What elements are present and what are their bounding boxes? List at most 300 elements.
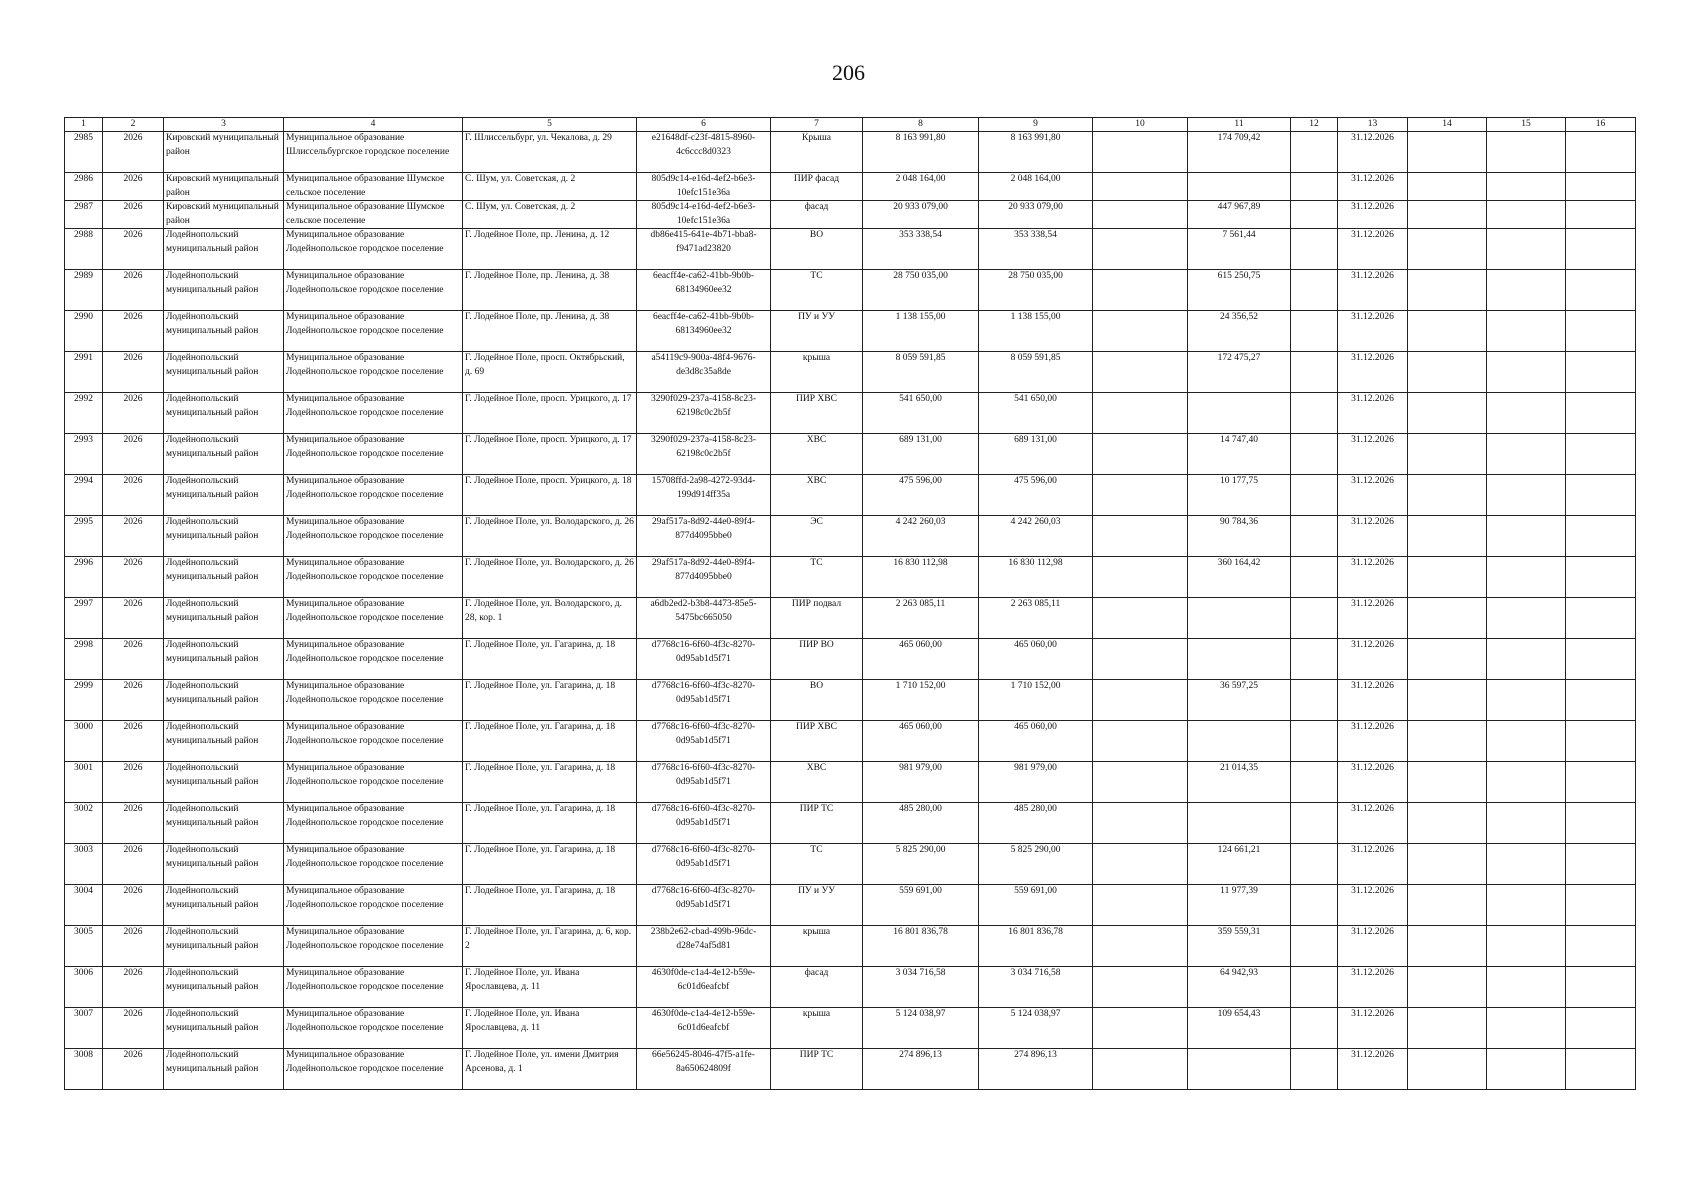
cell-house-guid: 805d9c14-e16d-4ef2-b6e3-10efc151e36a	[637, 201, 771, 229]
cell-completion-date: 31.12.2026	[1338, 475, 1408, 516]
cell-house-guid: d7768c16-6f60-4f3c-8270-0d95ab1d5f71	[637, 844, 771, 885]
cell-year: 2026	[103, 311, 164, 352]
cell-col-14	[1408, 926, 1487, 967]
cell-col-14	[1408, 393, 1487, 434]
cell-house-guid: d7768c16-6f60-4f3c-8270-0d95ab1d5f71	[637, 680, 771, 721]
cell-cost-total: 4 242 260,03	[863, 516, 979, 557]
cell-address: Г. Лодейное Поле, пр. Ленина, д. 38	[463, 311, 637, 352]
cell-district: Лодейнопольский муниципальный район	[164, 229, 284, 270]
cell-cost-fund: 981 979,00	[979, 762, 1093, 803]
cell-district: Лодейнопольский муниципальный район	[164, 270, 284, 311]
cell-year: 2026	[103, 352, 164, 393]
cell-col-11: 447 967,89	[1188, 201, 1291, 229]
cell-col-16	[1566, 762, 1636, 803]
cell-completion-date: 31.12.2026	[1338, 270, 1408, 311]
cell-col-12	[1291, 557, 1338, 598]
cell-col-11: 615 250,75	[1188, 270, 1291, 311]
cell-row-number: 3003	[65, 844, 103, 885]
cell-cost-total: 8 059 591,85	[863, 352, 979, 393]
cell-completion-date: 31.12.2026	[1338, 803, 1408, 844]
cell-col-10	[1093, 680, 1188, 721]
cell-col-15	[1487, 885, 1566, 926]
cell-col-16	[1566, 173, 1636, 201]
cell-row-number: 3008	[65, 1049, 103, 1090]
cell-cost-fund: 353 338,54	[979, 229, 1093, 270]
cell-col-16	[1566, 434, 1636, 475]
column-header: 12	[1291, 118, 1338, 132]
cell-col-10	[1093, 132, 1188, 173]
cell-municipality: Муниципальное образование Лодейнопольское городское поселение	[284, 762, 463, 803]
cell-house-guid: 6eacff4e-ca62-41bb-9b0b-68134960ee32	[637, 311, 771, 352]
cell-year: 2026	[103, 721, 164, 762]
table-row	[65, 516, 1636, 557]
cell-col-12	[1291, 311, 1338, 352]
cell-col-14	[1408, 803, 1487, 844]
cell-col-14	[1408, 1008, 1487, 1049]
cell-col-11: 172 475,27	[1188, 352, 1291, 393]
cell-address: Г. Лодейное Поле, ул. Володарского, д. 26	[463, 557, 637, 598]
table-row	[65, 434, 1636, 475]
cell-municipality: Муниципальное образование Лодейнопольское городское поселение	[284, 516, 463, 557]
cell-col-12	[1291, 1008, 1338, 1049]
cell-municipality: Муниципальное образование Лодейнопольское городское поселение	[284, 721, 463, 762]
cell-year: 2026	[103, 844, 164, 885]
cell-completion-date: 31.12.2026	[1338, 885, 1408, 926]
cell-address: Г. Лодейное Поле, ул. Гагарина, д. 18	[463, 721, 637, 762]
cell-district: Лодейнопольский муниципальный район	[164, 434, 284, 475]
cell-col-16	[1566, 1049, 1636, 1090]
cell-col-14	[1408, 229, 1487, 270]
cell-col-10	[1093, 201, 1188, 229]
cell-cost-fund: 465 060,00	[979, 721, 1093, 762]
cell-municipality: Муниципальное образование Шлиссельбургское городское поселение	[284, 132, 463, 173]
cell-address: С. Шум, ул. Советская, д. 2	[463, 173, 637, 201]
cell-cost-fund: 485 280,00	[979, 803, 1093, 844]
cell-col-10	[1093, 967, 1188, 1008]
cell-col-16	[1566, 270, 1636, 311]
cell-year: 2026	[103, 680, 164, 721]
cell-address: Г. Лодейное Поле, просп. Урицкого, д. 18	[463, 475, 637, 516]
cell-row-number: 3004	[65, 885, 103, 926]
cell-row-number: 2991	[65, 352, 103, 393]
cell-municipality: Муниципальное образование Лодейнопольское городское поселение	[284, 885, 463, 926]
cell-district: Лодейнопольский муниципальный район	[164, 311, 284, 352]
cell-col-12	[1291, 721, 1338, 762]
cell-cost-fund: 559 691,00	[979, 885, 1093, 926]
cell-completion-date: 31.12.2026	[1338, 1008, 1408, 1049]
table-row	[65, 1008, 1636, 1049]
cell-row-number: 2997	[65, 598, 103, 639]
cell-completion-date: 31.12.2026	[1338, 516, 1408, 557]
cell-cost-fund: 8 163 991,80	[979, 132, 1093, 173]
cell-col-10	[1093, 434, 1188, 475]
cell-cost-fund: 16 830 112,98	[979, 557, 1093, 598]
cell-cost-total: 2 048 164,00	[863, 173, 979, 201]
cell-municipality: Муниципальное образование Лодейнопольское городское поселение	[284, 1049, 463, 1090]
column-header: 3	[164, 118, 284, 132]
cell-cost-total: 353 338,54	[863, 229, 979, 270]
cell-work-type: ХВС	[771, 762, 863, 803]
table-row	[65, 803, 1636, 844]
cell-col-16	[1566, 475, 1636, 516]
cell-municipality: Муниципальное образование Лодейнопольское городское поселение	[284, 393, 463, 434]
cell-completion-date: 31.12.2026	[1338, 434, 1408, 475]
column-header: 4	[284, 118, 463, 132]
cell-col-16	[1566, 393, 1636, 434]
cell-year: 2026	[103, 598, 164, 639]
cell-col-14	[1408, 680, 1487, 721]
cell-municipality: Муниципальное образование Лодейнопольское городское поселение	[284, 311, 463, 352]
cell-house-guid: e21648df-c23f-4815-8960-4c6ccc8d0323	[637, 132, 771, 173]
table-row	[65, 721, 1636, 762]
column-header: 11	[1188, 118, 1291, 132]
cell-col-15	[1487, 270, 1566, 311]
cell-house-guid: d7768c16-6f60-4f3c-8270-0d95ab1d5f71	[637, 885, 771, 926]
cell-house-guid: 4630f0de-c1a4-4e12-b59e-6c01d6eafcbf	[637, 1008, 771, 1049]
cell-address: Г. Лодейное Поле, ул. Володарского, д. 28, кор. 1	[463, 598, 637, 639]
column-header: 8	[863, 118, 979, 132]
cell-col-10	[1093, 270, 1188, 311]
cell-col-16	[1566, 721, 1636, 762]
cell-col-11: 24 356,52	[1188, 311, 1291, 352]
cell-col-15	[1487, 475, 1566, 516]
cell-row-number: 3002	[65, 803, 103, 844]
cell-completion-date: 31.12.2026	[1338, 311, 1408, 352]
cell-col-11	[1188, 639, 1291, 680]
cell-col-16	[1566, 132, 1636, 173]
cell-cost-total: 16 801 836,78	[863, 926, 979, 967]
register-table	[64, 117, 1636, 1090]
cell-year: 2026	[103, 201, 164, 229]
cell-work-type: ПУ и УУ	[771, 885, 863, 926]
table-row	[65, 1049, 1636, 1090]
cell-work-type: ПИР фасад	[771, 173, 863, 201]
cell-row-number: 2995	[65, 516, 103, 557]
column-header: 13	[1338, 118, 1408, 132]
cell-col-15	[1487, 516, 1566, 557]
cell-col-12	[1291, 680, 1338, 721]
cell-house-guid: 29af517a-8d92-44e0-89f4-877d4095bbe0	[637, 516, 771, 557]
cell-col-11: 21 014,35	[1188, 762, 1291, 803]
cell-house-guid: db86e415-641e-4b71-bba8-f9471ad23820	[637, 229, 771, 270]
cell-col-15	[1487, 844, 1566, 885]
cell-house-guid: 3290f029-237a-4158-8c23-62198c0c2b5f	[637, 434, 771, 475]
table-row	[65, 270, 1636, 311]
cell-cost-fund: 3 034 716,58	[979, 967, 1093, 1008]
cell-house-guid: d7768c16-6f60-4f3c-8270-0d95ab1d5f71	[637, 721, 771, 762]
register-body	[65, 132, 1636, 1090]
cell-year: 2026	[103, 173, 164, 201]
cell-col-14	[1408, 967, 1487, 1008]
cell-year: 2026	[103, 229, 164, 270]
cell-cost-fund: 8 059 591,85	[979, 352, 1093, 393]
table-row	[65, 639, 1636, 680]
cell-col-15	[1487, 762, 1566, 803]
cell-municipality: Муниципальное образование Лодейнопольское городское поселение	[284, 926, 463, 967]
cell-col-15	[1487, 598, 1566, 639]
cell-work-type: ТС	[771, 557, 863, 598]
cell-col-12	[1291, 762, 1338, 803]
cell-col-10	[1093, 885, 1188, 926]
cell-work-type: ХВС	[771, 475, 863, 516]
cell-completion-date: 31.12.2026	[1338, 844, 1408, 885]
cell-col-11	[1188, 1049, 1291, 1090]
table-row	[65, 311, 1636, 352]
cell-col-11: 359 559,31	[1188, 926, 1291, 967]
column-header: 7	[771, 118, 863, 132]
column-header: 2	[103, 118, 164, 132]
cell-cost-total: 5 124 038,97	[863, 1008, 979, 1049]
cell-house-guid: 66e56245-8046-47f5-a1fe-8a650624809f	[637, 1049, 771, 1090]
cell-year: 2026	[103, 557, 164, 598]
cell-district: Кировский муниципальный район	[164, 201, 284, 229]
cell-col-10	[1093, 721, 1188, 762]
cell-col-11: 64 942,93	[1188, 967, 1291, 1008]
cell-house-guid: 6eacff4e-ca62-41bb-9b0b-68134960ee32	[637, 270, 771, 311]
cell-district: Лодейнопольский муниципальный район	[164, 844, 284, 885]
cell-col-11: 360 164,42	[1188, 557, 1291, 598]
cell-col-10	[1093, 393, 1188, 434]
cell-col-16	[1566, 885, 1636, 926]
cell-cost-total: 5 825 290,00	[863, 844, 979, 885]
table-row	[65, 557, 1636, 598]
cell-address: Г. Лодейное Поле, ул. Гагарина, д. 18	[463, 844, 637, 885]
cell-col-12	[1291, 434, 1338, 475]
cell-col-15	[1487, 639, 1566, 680]
cell-year: 2026	[103, 516, 164, 557]
cell-col-11	[1188, 803, 1291, 844]
cell-cost-fund: 28 750 035,00	[979, 270, 1093, 311]
cell-col-12	[1291, 475, 1338, 516]
table-row	[65, 926, 1636, 967]
cell-house-guid: d7768c16-6f60-4f3c-8270-0d95ab1d5f71	[637, 762, 771, 803]
cell-district: Лодейнопольский муниципальный район	[164, 721, 284, 762]
cell-district: Кировский муниципальный район	[164, 132, 284, 173]
cell-address: Г. Лодейное Поле, ул. Ивана Ярославцева, д. 11	[463, 1008, 637, 1049]
cell-district: Лодейнопольский муниципальный район	[164, 557, 284, 598]
cell-col-12	[1291, 1049, 1338, 1090]
cell-address: Г. Лодейное Поле, ул. Гагарина, д. 18	[463, 680, 637, 721]
cell-row-number: 3005	[65, 926, 103, 967]
cell-col-14	[1408, 132, 1487, 173]
cell-col-16	[1566, 967, 1636, 1008]
cell-year: 2026	[103, 639, 164, 680]
cell-cost-total: 485 280,00	[863, 803, 979, 844]
cell-col-15	[1487, 201, 1566, 229]
header-row	[65, 118, 1636, 132]
cell-house-guid: 29af517a-8d92-44e0-89f4-877d4095bbe0	[637, 557, 771, 598]
cell-cost-fund: 1 710 152,00	[979, 680, 1093, 721]
cell-col-14	[1408, 173, 1487, 201]
cell-cost-total: 8 163 991,80	[863, 132, 979, 173]
cell-cost-total: 559 691,00	[863, 885, 979, 926]
cell-municipality: Муниципальное образование Лодейнопольское городское поселение	[284, 680, 463, 721]
cell-cost-total: 1 710 152,00	[863, 680, 979, 721]
column-header: 9	[979, 118, 1093, 132]
cell-col-15	[1487, 1008, 1566, 1049]
cell-municipality: Муниципальное образование Шумское сельское поселение	[284, 173, 463, 201]
cell-col-15	[1487, 173, 1566, 201]
cell-col-16	[1566, 639, 1636, 680]
cell-cost-fund: 274 896,13	[979, 1049, 1093, 1090]
cell-col-15	[1487, 229, 1566, 270]
cell-address: Г. Лодейное Поле, просп. Урицкого, д. 17	[463, 434, 637, 475]
cell-col-16	[1566, 844, 1636, 885]
cell-address: Г. Лодейное Поле, пр. Ленина, д. 38	[463, 270, 637, 311]
cell-row-number: 2992	[65, 393, 103, 434]
table-row	[65, 352, 1636, 393]
cell-col-12	[1291, 926, 1338, 967]
cell-year: 2026	[103, 1049, 164, 1090]
cell-row-number: 2993	[65, 434, 103, 475]
cell-col-16	[1566, 516, 1636, 557]
cell-col-12	[1291, 229, 1338, 270]
cell-municipality: Муниципальное образование Лодейнопольское городское поселение	[284, 270, 463, 311]
cell-year: 2026	[103, 803, 164, 844]
cell-district: Лодейнопольский муниципальный район	[164, 1008, 284, 1049]
cell-col-16	[1566, 557, 1636, 598]
cell-house-guid: a54119c9-900a-48f4-9676-de3d8c35a8de	[637, 352, 771, 393]
cell-completion-date: 31.12.2026	[1338, 762, 1408, 803]
cell-row-number: 3007	[65, 1008, 103, 1049]
cell-col-11	[1188, 721, 1291, 762]
cell-col-10	[1093, 926, 1188, 967]
cell-col-10	[1093, 557, 1188, 598]
cell-col-12	[1291, 967, 1338, 1008]
cell-district: Лодейнопольский муниципальный район	[164, 885, 284, 926]
cell-completion-date: 31.12.2026	[1338, 680, 1408, 721]
page-number: 206	[832, 60, 865, 85]
cell-cost-total: 465 060,00	[863, 639, 979, 680]
cell-col-14	[1408, 475, 1487, 516]
cell-work-type: ПИР ХВС	[771, 393, 863, 434]
table-row	[65, 598, 1636, 639]
cell-district: Лодейнопольский муниципальный район	[164, 516, 284, 557]
column-header: 6	[637, 118, 771, 132]
table-row	[65, 844, 1636, 885]
cell-row-number: 3001	[65, 762, 103, 803]
cell-completion-date: 31.12.2026	[1338, 173, 1408, 201]
cell-district: Лодейнопольский муниципальный район	[164, 393, 284, 434]
cell-completion-date: 31.12.2026	[1338, 967, 1408, 1008]
cell-house-guid: 4630f0de-c1a4-4e12-b59e-6c01d6eafcbf	[637, 967, 771, 1008]
cell-house-guid: d7768c16-6f60-4f3c-8270-0d95ab1d5f71	[637, 639, 771, 680]
cell-house-guid: 15708ffd-2a98-4272-93d4-199d914ff35a	[637, 475, 771, 516]
cell-completion-date: 31.12.2026	[1338, 1049, 1408, 1090]
cell-year: 2026	[103, 967, 164, 1008]
cell-house-guid: 805d9c14-e16d-4ef2-b6e3-10efc151e36a	[637, 173, 771, 201]
cell-col-10	[1093, 803, 1188, 844]
cell-work-type: ХВС	[771, 434, 863, 475]
cell-col-12	[1291, 803, 1338, 844]
cell-cost-total: 274 896,13	[863, 1049, 979, 1090]
cell-cost-total: 3 034 716,58	[863, 967, 979, 1008]
cell-municipality: Муниципальное образование Шумское сельское поселение	[284, 201, 463, 229]
cell-col-11: 10 177,75	[1188, 475, 1291, 516]
cell-completion-date: 31.12.2026	[1338, 721, 1408, 762]
cell-col-15	[1487, 132, 1566, 173]
cell-col-11: 36 597,25	[1188, 680, 1291, 721]
cell-col-16	[1566, 352, 1636, 393]
cell-district: Лодейнопольский муниципальный район	[164, 803, 284, 844]
cell-col-10	[1093, 1049, 1188, 1090]
cell-col-11	[1188, 598, 1291, 639]
cell-work-type: ВО	[771, 680, 863, 721]
cell-col-10	[1093, 475, 1188, 516]
cell-address: Г. Лодейное Поле, ул. имени Дмитрия Арсенова, д. 1	[463, 1049, 637, 1090]
cell-col-11: 11 977,39	[1188, 885, 1291, 926]
column-header: 15	[1487, 118, 1566, 132]
cell-row-number: 2999	[65, 680, 103, 721]
cell-year: 2026	[103, 762, 164, 803]
cell-municipality: Муниципальное образование Лодейнопольское городское поселение	[284, 1008, 463, 1049]
cell-col-15	[1487, 311, 1566, 352]
cell-cost-total: 981 979,00	[863, 762, 979, 803]
column-header: 14	[1408, 118, 1487, 132]
cell-cost-fund: 5 124 038,97	[979, 1008, 1093, 1049]
cell-municipality: Муниципальное образование Лодейнопольское городское поселение	[284, 967, 463, 1008]
cell-year: 2026	[103, 475, 164, 516]
table-row	[65, 201, 1636, 229]
cell-district: Лодейнопольский муниципальный район	[164, 926, 284, 967]
cell-work-type: ПИР ХВС	[771, 721, 863, 762]
cell-district: Лодейнопольский муниципальный район	[164, 762, 284, 803]
cell-col-10	[1093, 598, 1188, 639]
cell-municipality: Муниципальное образование Лодейнопольское городское поселение	[284, 352, 463, 393]
cell-row-number: 3006	[65, 967, 103, 1008]
cell-col-10	[1093, 762, 1188, 803]
cell-col-14	[1408, 201, 1487, 229]
table-row	[65, 132, 1636, 173]
cell-col-11: 109 654,43	[1188, 1008, 1291, 1049]
cell-col-16	[1566, 201, 1636, 229]
column-header: 10	[1093, 118, 1188, 132]
cell-district: Лодейнопольский муниципальный район	[164, 967, 284, 1008]
cell-cost-total: 475 596,00	[863, 475, 979, 516]
cell-completion-date: 31.12.2026	[1338, 598, 1408, 639]
cell-row-number: 3000	[65, 721, 103, 762]
cell-municipality: Муниципальное образование Лодейнопольское городское поселение	[284, 844, 463, 885]
cell-completion-date: 31.12.2026	[1338, 132, 1408, 173]
cell-row-number: 2986	[65, 173, 103, 201]
cell-year: 2026	[103, 393, 164, 434]
cell-address: Г. Лодейное Поле, пр. Ленина, д. 12	[463, 229, 637, 270]
cell-district: Кировский муниципальный район	[164, 173, 284, 201]
table-row	[65, 762, 1636, 803]
cell-row-number: 2987	[65, 201, 103, 229]
cell-address: Г. Шлиссельбург, ул. Чекалова, д. 29	[463, 132, 637, 173]
cell-col-15	[1487, 803, 1566, 844]
cell-address: Г. Лодейное Поле, ул. Гагарина, д. 18	[463, 885, 637, 926]
cell-col-16	[1566, 680, 1636, 721]
cell-col-10	[1093, 639, 1188, 680]
table-row	[65, 393, 1636, 434]
cell-completion-date: 31.12.2026	[1338, 229, 1408, 270]
cell-municipality: Муниципальное образование Лодейнопольское городское поселение	[284, 639, 463, 680]
cell-year: 2026	[103, 132, 164, 173]
cell-address: Г. Лодейное Поле, ул. Ивана Ярославцева, д. 11	[463, 967, 637, 1008]
cell-col-12	[1291, 352, 1338, 393]
cell-municipality: Муниципальное образование Лодейнопольское городское поселение	[284, 475, 463, 516]
cell-cost-total: 20 933 079,00	[863, 201, 979, 229]
cell-row-number: 2994	[65, 475, 103, 516]
table-row	[65, 173, 1636, 201]
cell-completion-date: 31.12.2026	[1338, 639, 1408, 680]
cell-col-15	[1487, 557, 1566, 598]
cell-col-14	[1408, 762, 1487, 803]
cell-work-type: ТС	[771, 844, 863, 885]
cell-address: Г. Лодейное Поле, просп. Октябрьский, д. 69	[463, 352, 637, 393]
